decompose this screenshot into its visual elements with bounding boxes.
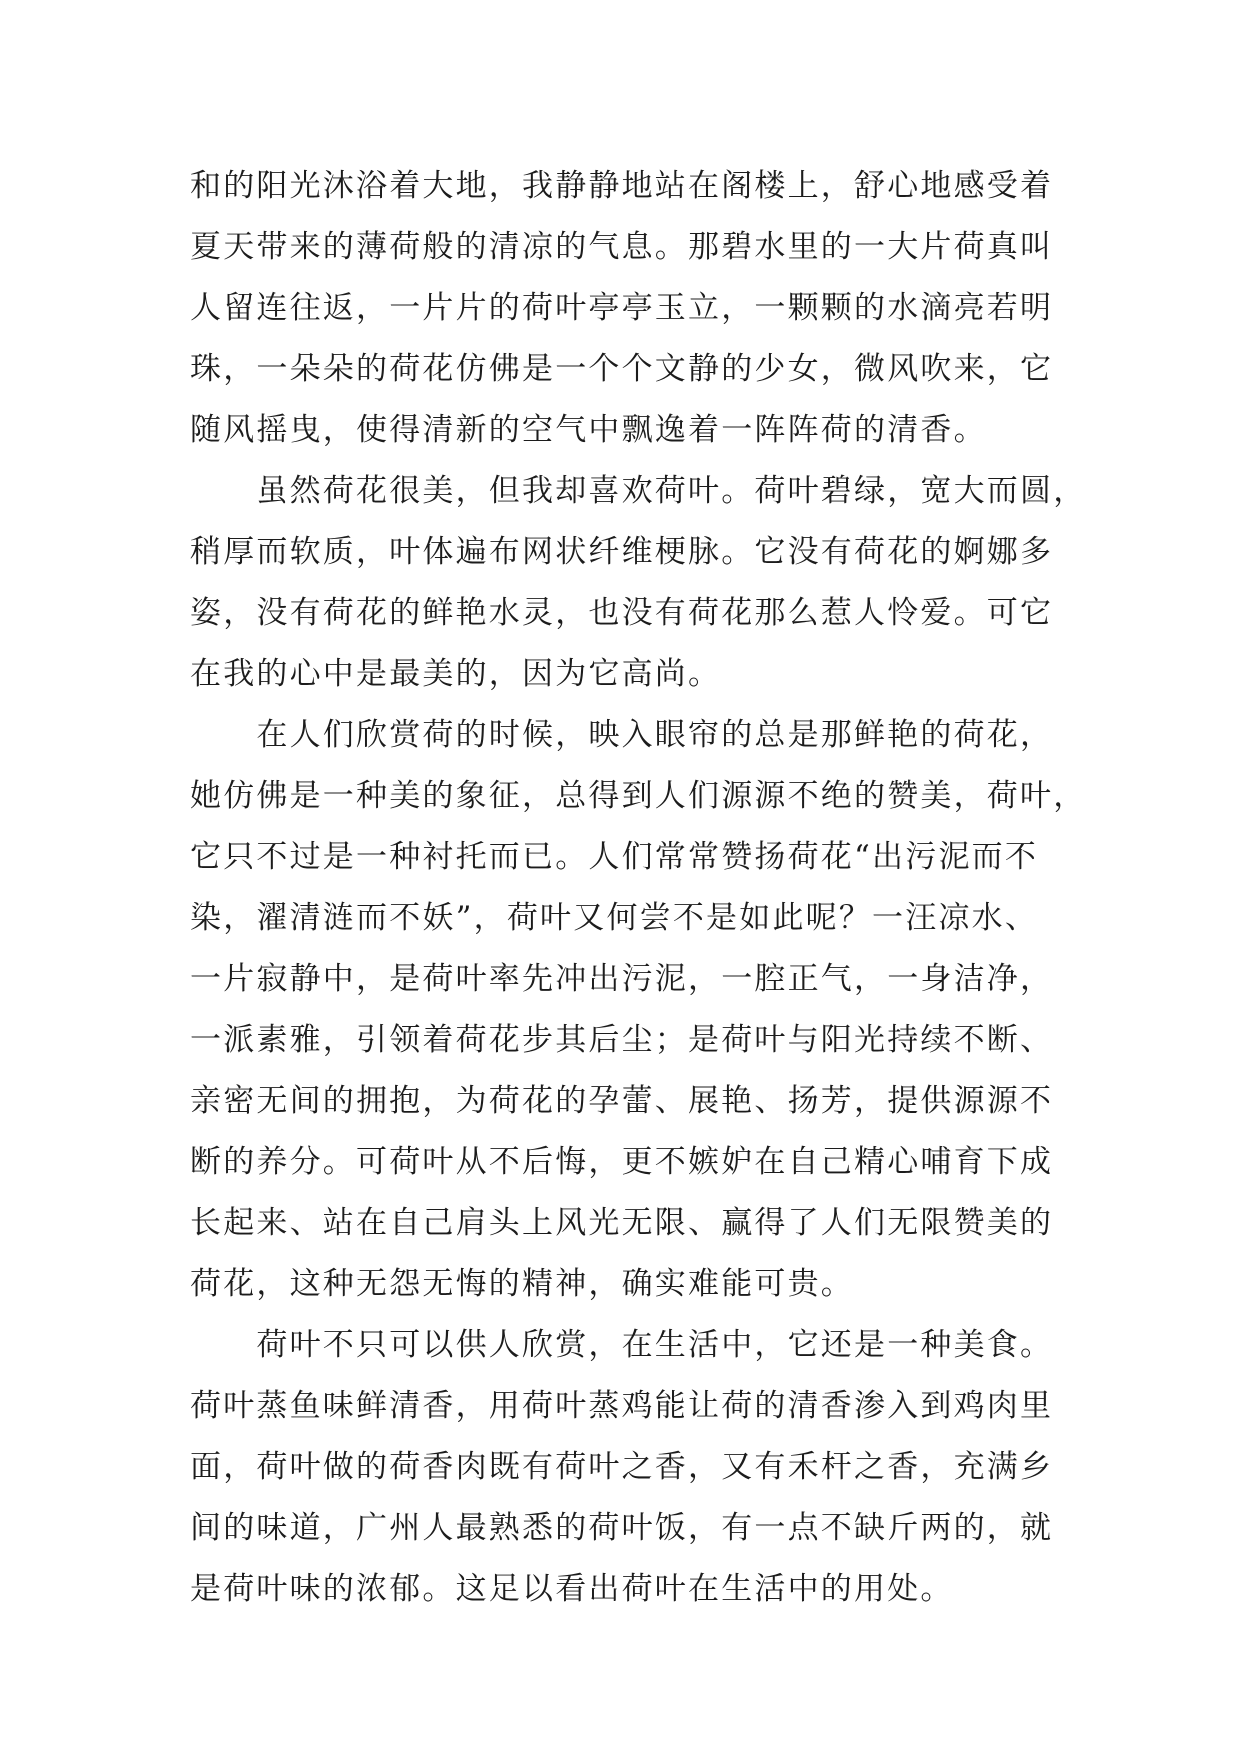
text-line: 间的味道，广州人最熟悉的荷叶饭，有一点不缺斤两的，就 bbox=[190, 1510, 1054, 1546]
text-line: 随风摇曳，使得清新的空气中飘逸着一阵阵荷的清香。 bbox=[190, 412, 987, 448]
text-line: 亲密无间的拥抱，为荷花的孕蕾、展艳、扬芳，提供源源不 bbox=[190, 1083, 1054, 1119]
text-line: 姿，没有荷花的鲜艳水灵，也没有荷花那么惹人怜爱。可它 bbox=[190, 595, 1054, 631]
text-line: 她仿佛是一种美的象征，总得到人们源源不绝的赞美，荷叶， bbox=[190, 778, 1087, 814]
text-line: 夏天带来的薄荷般的清凉的气息。那碧水里的一大片荷真叫 bbox=[190, 229, 1054, 265]
text-line: 和的阳光沐浴着大地，我静静地站在阁楼上，舒心地感受着 bbox=[190, 168, 1054, 204]
text-line: 断的养分。可荷叶从不后悔，更不嫉妒在自己精心哺育下成 bbox=[190, 1144, 1054, 1180]
text-line: 它只不过是一种衬托而已。人们常常赞扬荷花“出污泥而不 bbox=[190, 839, 1039, 875]
text-line: 荷叶蒸鱼味鲜清香，用荷叶蒸鸡能让荷的清香渗入到鸡肉里 bbox=[190, 1388, 1054, 1424]
text-line: 在我的心中是最美的，因为它高尚。 bbox=[190, 656, 722, 692]
text-line: 染，濯清涟而不妖”，荷叶又何尝不是如此呢？一汪凉水、 bbox=[190, 900, 1039, 936]
text-line: 是荷叶味的浓郁。这足以看出荷叶在生活中的用处。 bbox=[190, 1571, 954, 1607]
text-line: 稍厚而软质，叶体遍布网状纤维梗脉。它没有荷花的婀娜多 bbox=[190, 534, 1054, 570]
text-line: 一派素雅，引领着荷花步其后尘；是荷叶与阳光持续不断、 bbox=[190, 1022, 1054, 1058]
text-line: 珠，一朵朵的荷花仿佛是一个个文静的少女，微风吹来，它 bbox=[190, 351, 1054, 387]
text-line: 长起来、站在自己肩头上风光无限、赢得了人们无限赞美的 bbox=[190, 1205, 1054, 1241]
document-body bbox=[190, 156, 1087, 1620]
text-line: 面，荷叶做的荷香肉既有荷叶之香，又有禾杆之香，充满乡 bbox=[190, 1449, 1054, 1485]
text-line: 荷花，这种无怨无悔的精神，确实难能可贵。 bbox=[190, 1266, 854, 1302]
text-line: 一片寂静中，是荷叶率先冲出污泥，一腔正气，一身洁净， bbox=[190, 961, 1054, 997]
text-line: 虽然荷花很美，但我却喜欢荷叶。荷叶碧绿，宽大而圆， bbox=[190, 473, 1087, 509]
text-line: 在人们欣赏荷的时候，映入眼帘的总是那鲜艳的荷花， bbox=[190, 717, 1054, 753]
text-line: 人留连往返，一片片的荷叶亭亭玉立，一颗颗的水滴亮若明 bbox=[190, 290, 1054, 326]
text-line: 荷叶不只可以供人欣赏，在生活中，它还是一种美食。 bbox=[190, 1327, 1054, 1363]
